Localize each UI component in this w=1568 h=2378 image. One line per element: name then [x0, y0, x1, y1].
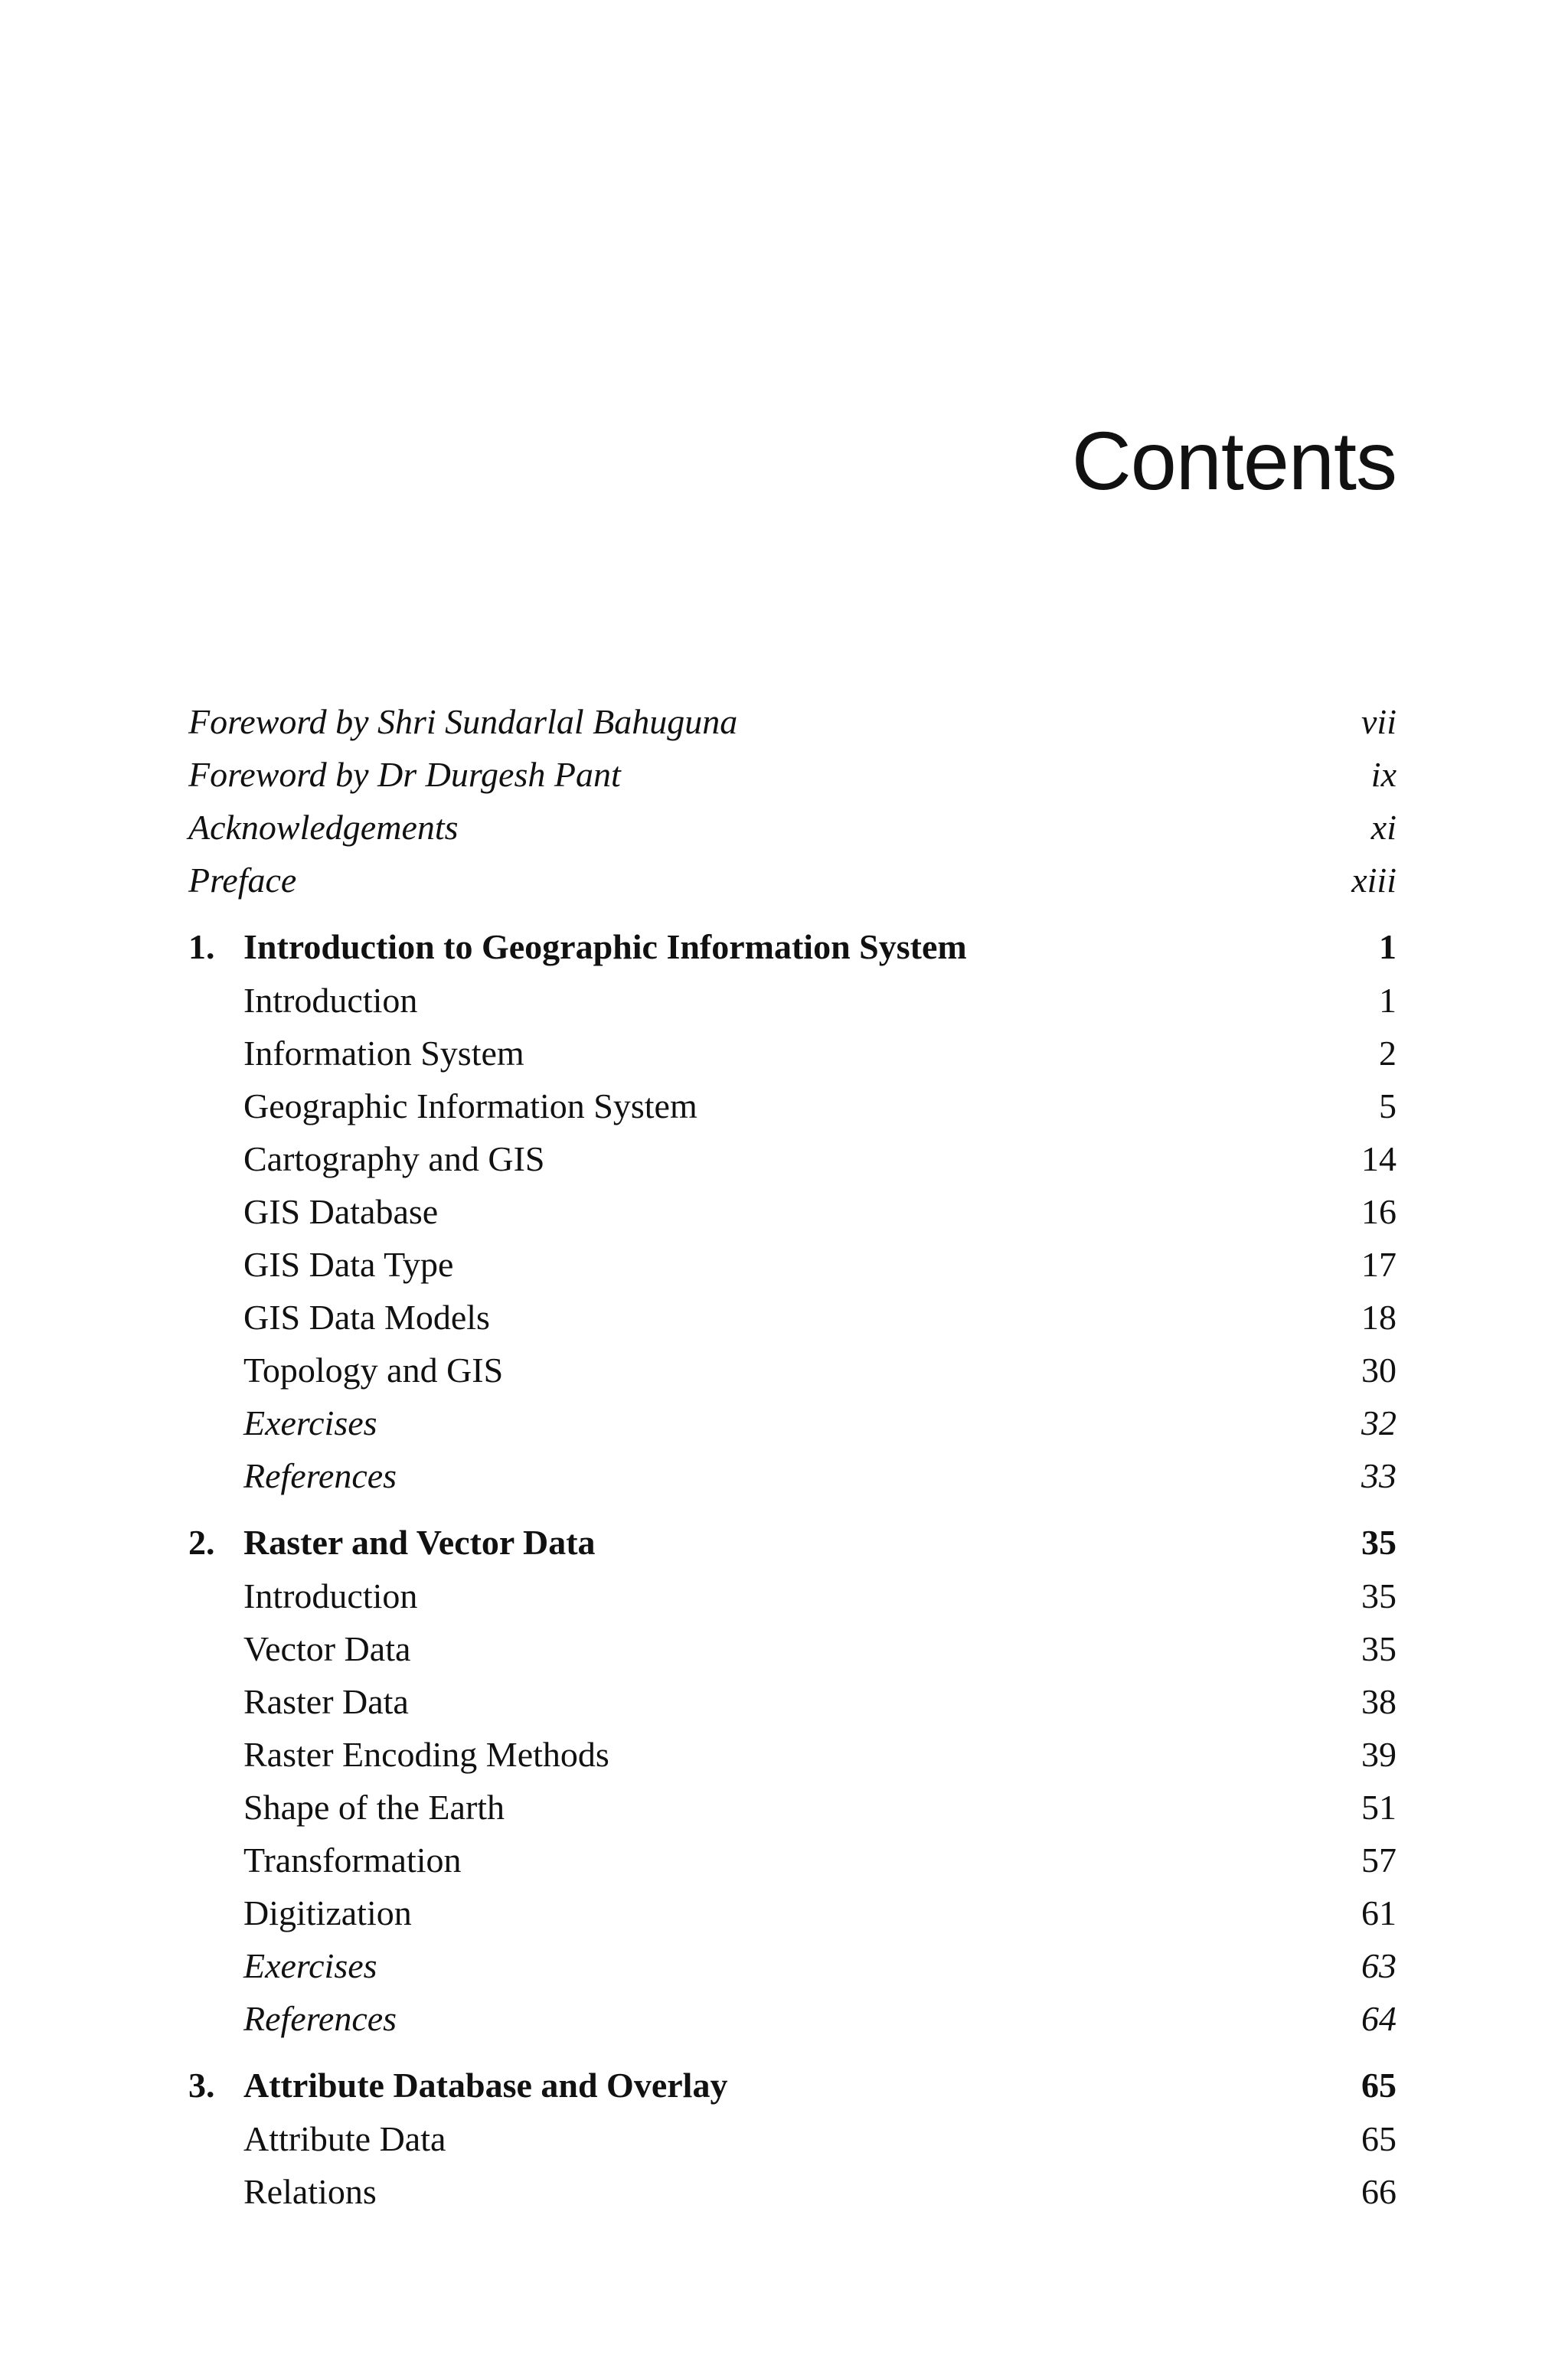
toc-page-number: 2	[1379, 1034, 1396, 1073]
toc-page-number: xiii	[1351, 861, 1396, 900]
table-of-contents	[188, 695, 1396, 2218]
toc-entry-label: GIS Data Models	[243, 1298, 490, 1337]
toc-front-matter-row	[188, 695, 1396, 748]
toc-entry-label: Digitization	[243, 1893, 412, 1932]
toc-page-number: 18	[1361, 1298, 1396, 1337]
toc-entry-row	[188, 2112, 1396, 2165]
toc-entry-row	[188, 1396, 1396, 1449]
toc-entry-label: References	[243, 1456, 397, 1495]
toc-page-number: 39	[1361, 1735, 1396, 1774]
toc-front-matter-row	[188, 748, 1396, 801]
toc-chapter-heading	[188, 920, 967, 973]
toc-page-number: 35	[1361, 1576, 1396, 1615]
toc-page-number: xi	[1370, 808, 1396, 847]
toc-page-number: vii	[1361, 702, 1396, 741]
toc-page-number: ix	[1370, 755, 1396, 794]
toc-chapter-title: Raster and Vector Data	[243, 1523, 596, 1562]
toc-page-number: 17	[1361, 1245, 1396, 1284]
toc-entry-row	[188, 1344, 1396, 1396]
toc-page-number: 65	[1361, 2066, 1396, 2105]
toc-entry-label: Foreword by Dr Durgesh Pant	[188, 755, 621, 794]
toc-entry-row	[188, 1886, 1396, 1939]
toc-page-number: 30	[1361, 1351, 1396, 1390]
toc-chapter-number: 1.	[188, 927, 215, 966]
toc-entry-label: Introduction	[243, 1576, 418, 1615]
toc-entry-label: Exercises	[243, 1946, 377, 1985]
toc-entry-label: Cartography and GIS	[243, 1139, 545, 1178]
toc-entry-row	[188, 1291, 1396, 1344]
toc-entry-label: Vector Data	[243, 1629, 411, 1668]
page-title: Contents	[1071, 414, 1396, 507]
toc-entry-label: Acknowledgements	[188, 808, 459, 847]
toc-chapter-title: Attribute Database and Overlay	[243, 2066, 728, 2105]
toc-page-number: 32	[1361, 1403, 1396, 1442]
toc-chapter-number: 3.	[188, 2066, 215, 2105]
toc-entry-row	[188, 1992, 1396, 2045]
toc-entry-label: Raster Data	[243, 1682, 409, 1721]
toc-page-number: 64	[1361, 1999, 1396, 2038]
toc-page-number: 33	[1361, 1456, 1396, 1495]
toc-entry-row	[188, 1132, 1396, 1185]
toc-entry-row	[188, 1781, 1396, 1834]
toc-page-number: 63	[1361, 1946, 1396, 1985]
toc-entry-label: Shape of the Earth	[243, 1788, 505, 1827]
toc-entry-label: Information System	[243, 1034, 524, 1073]
toc-entry-row	[188, 1027, 1396, 1080]
toc-entry-label: Exercises	[243, 1403, 377, 1442]
toc-entry-row	[188, 2165, 1396, 2218]
toc-page-number: 57	[1361, 1841, 1396, 1880]
toc-chapter-row	[188, 2059, 1396, 2112]
toc-chapter-row	[188, 920, 1396, 974]
toc-entry-label: Topology and GIS	[243, 1351, 504, 1390]
toc-entry-row	[188, 1238, 1396, 1291]
toc-entry-label: Transformation	[243, 1841, 462, 1880]
toc-entry-label: References	[243, 1999, 397, 2038]
toc-entry-row	[188, 1728, 1396, 1781]
toc-entry-label: Relations	[243, 2172, 377, 2211]
toc-front-matter-row	[188, 854, 1396, 906]
toc-entry-label: Raster Encoding Methods	[243, 1735, 609, 1774]
toc-front-matter-row	[188, 801, 1396, 854]
toc-page-number: 51	[1361, 1788, 1396, 1827]
toc-chapter-heading	[188, 1516, 596, 1569]
toc-entry-label: Preface	[188, 861, 297, 900]
toc-page-number: 1	[1379, 927, 1396, 966]
toc-chapter-number: 2.	[188, 1523, 215, 1562]
toc-entry-row	[188, 974, 1396, 1027]
toc-entry-row	[188, 1080, 1396, 1132]
toc-entry-label: Introduction	[243, 981, 418, 1020]
toc-chapter-title: Introduction to Geographic Information System	[243, 927, 967, 966]
toc-entry-row	[188, 1675, 1396, 1728]
toc-entry-row	[188, 1939, 1396, 1992]
toc-chapter-row	[188, 1516, 1396, 1570]
toc-entry-row	[188, 1185, 1396, 1238]
toc-page-number: 16	[1361, 1192, 1396, 1231]
toc-entry-label: Attribute Data	[243, 2119, 446, 2158]
toc-chapter-heading	[188, 2059, 727, 2112]
toc-page-number: 14	[1361, 1139, 1396, 1178]
toc-page-number: 65	[1361, 2119, 1396, 2158]
toc-entry-label: Geographic Information System	[243, 1086, 697, 1125]
toc-entry-label: Foreword by Shri Sundarlal Bahuguna	[188, 702, 738, 741]
toc-entry-row	[188, 1570, 1396, 1622]
toc-entry-label: GIS Data Type	[243, 1245, 454, 1284]
toc-entry-label: GIS Database	[243, 1192, 439, 1231]
toc-page-number: 5	[1379, 1086, 1396, 1125]
toc-page-number: 35	[1361, 1629, 1396, 1668]
toc-page-number: 61	[1361, 1893, 1396, 1932]
toc-page-number: 35	[1361, 1523, 1396, 1562]
toc-page-number: 38	[1361, 1682, 1396, 1721]
toc-page-number: 66	[1361, 2172, 1396, 2211]
toc-entry-row	[188, 1622, 1396, 1675]
toc-entry-row	[188, 1449, 1396, 1502]
toc-entry-row	[188, 1834, 1396, 1886]
toc-page-number: 1	[1379, 981, 1396, 1020]
